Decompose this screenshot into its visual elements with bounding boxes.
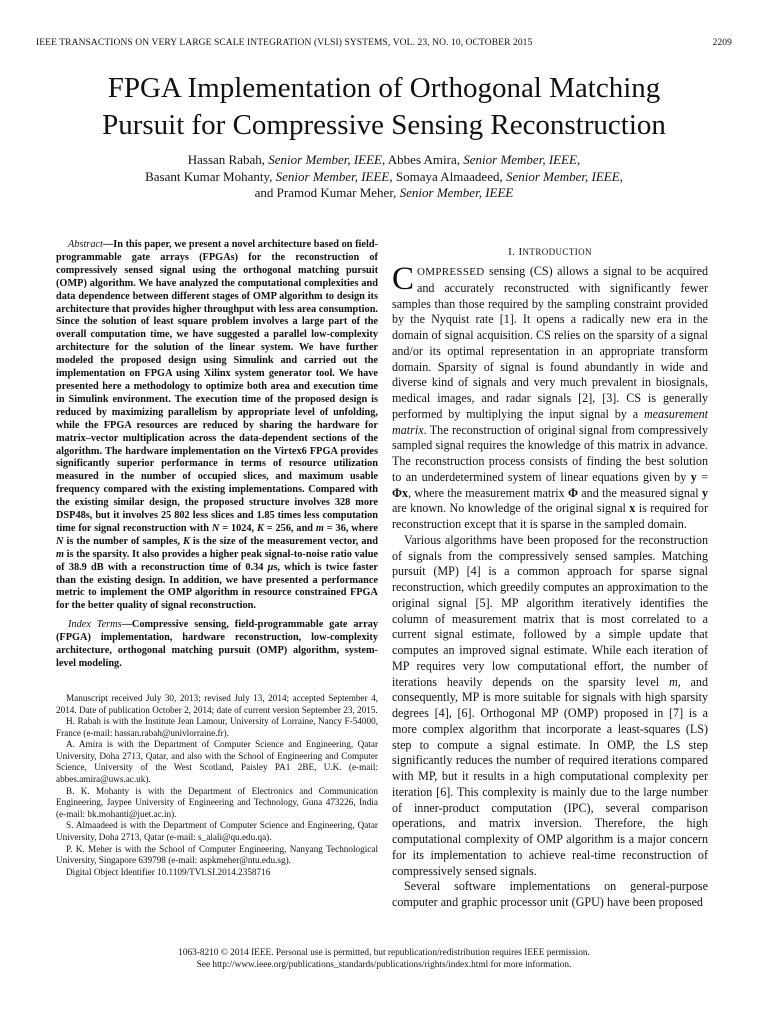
author-role: Senior Member, IEEE [505,168,620,184]
section-heading-introduction [392,246,708,258]
math-var: m [315,522,324,534]
abstract-text: is the sparsity. It also provides a higher peak signal-to-noise ratio value of 38.9 dB with a reconstruction time of 0.34 [56,548,378,573]
body-text: , and consequently, MP is more suitable for signals with high sparsity degrees [4], [6]. Orthogonal MP (OMP) proposed in [7] is a more complex algorithm that incorporate a least-squares (LS) step to compute a signal estimate. In OMP, the LS step significantly reduces the number of required iterations compared with MP, but it results in a high computational complexity per iteration [6]. This complexity is mainly due to the large number of inner-product computation (IPC), several comparison operations, and matrix inversion. Therefore, the high computational complexity of OMP algorithm is a major concern for its implementation to achieve real-time reconstruction of compressively sensed signals. [392,674,708,878]
index-terms-dash: — [121,619,132,631]
section-number: I. [508,246,519,258]
author-role: Senior Member, IEEE [268,152,382,167]
abstract-text: is the size of the measurement vector, and [189,535,378,547]
introduction-body [392,261,709,911]
abstract-text: In this paper, we present a novel architecture based on field-programmable gate arrays (FPGAs) for the reconstruction of compressively sensed signal using the orthogonal matching pursuit (OMP) algorithm. We have analyzed the computational complexities and data dependence between different stages of OMP algorithm to design its architecture that provides higher throughput with less area consumption. Since the solution of least square problem involves a large part of the overall computation time, we have suggested a parallel low-complexity architecture for the solution of the linear system. We have further modeled the proposed design using Simulink and carried out the implementation on FPGA using Xilinx system generator tool. We have presented here a methodology to optimize both area and execution time in Simulink environment. The execution time of the proposed design is reduced by maximizing parallelism by appropriate level of unfolding, while the FPGA resources are reduced by sharing the hardware for matrix–vector multiplication across the data-dependent sections of the algorithm. The hardware implementation on the Virtex6 FPGA provides significantly superior performance in terms of resource utilization measured in the number of occupied slices, and maximum usable frequency compared with the existing implementations. Compared with the existing similar design, the proposed structure involves 328 more DSP48s, but it involves 25 802 less slices and 1.85 times less computation time for signal reconstruction with [56,239,378,534]
math-var: Φ [392,485,403,500]
math-var: y [701,485,708,500]
author-line-3 [36,185,732,202]
abstract-text: s, which is twice faster than the existing design. In addition, we have presented a performance metric to implement the OMP algorithm in resource constrained FPGA for the better quality of signal reconstruction. [56,561,378,612]
math-var: K [182,535,190,547]
body-text: are known. No knowledge of the original signal [392,501,630,516]
abstract-label: Abstract [68,239,103,250]
math-var: x [402,485,409,500]
copyright-notice [36,948,732,971]
footnote-author: P. K. Meher is with the School of Computer Engineering, Nanyang Technological University, Singapore 639798 (e-mail: aspkmeher@ntu.edu.sg). [56,843,378,866]
math-var: Φ [567,485,578,500]
body-text: , where the measurement matrix [408,485,568,500]
math-var: x [629,501,636,516]
math-op: = [696,469,708,484]
paper-title [36,70,732,144]
lead-caps: OMPRESSED [417,266,485,278]
index-terms-label: Index Terms [68,619,122,631]
abstract-text: is the number of samples, [63,535,183,547]
emphasis-text: measurement matrix [392,406,708,437]
author-separator: , [619,168,623,184]
footnote-manuscript: Manuscript received July 30, 2013; revised July 13, 2014; accepted September 4, 2014. Date of publication October 2, 2014; date of current version September 23, 2015. [56,692,378,715]
running-header [36,38,732,48]
footnote-author: H. Rabah is with the Institute Jean Lamour, University of Lorraine, Nancy F-54000, France (e-mail: hassan.rabah@univlorraine.fr). [56,716,378,738]
math-var: K [257,522,264,534]
math-var: N [211,522,220,534]
footnote-author: B. K. Mohanty is with the Department of Electronics and Communication Engineering, Jaypee University of Engineering and Technology, Guna 473226, India (e-mail: bk.mohanti@juet.ac.in). [56,785,378,819]
math-var: m [56,548,65,560]
author-name: and Pramod Kumar Meher, [254,185,400,200]
copyright-line-1: 1063-8210 © 2014 IEEE. Personal use is permitted, but republication/redistribution requires IEEE permission. [178,948,590,958]
copyright-line-2: See http://www.ieee.org/publications_standards/publications/rights/index.html for more information. [196,959,572,970]
author-name: Hassan Rabah, [187,152,269,167]
section-title-rest: NTRODUCTION [522,247,592,257]
title-line-2: Pursuit for Compressive Sensing Reconstruction [102,109,666,141]
author-name: Basant Kumar Mohanty, [145,168,276,184]
title-line-1: FPGA Implementation of Orthogonal Matching [107,72,661,104]
left-column [56,239,378,878]
body-text: is required for reconstruction except that it is sparse in the sampled domain. [392,501,709,531]
right-column [392,246,708,911]
body-paragraph [392,533,708,880]
drop-cap: C [392,261,415,297]
author-list [36,152,732,202]
author-line-2 [36,169,732,186]
author-line-1 [36,152,732,169]
footnote-author: S. Almaadeed is with the Department of Computer Science and Engineering, Qatar University, Doha 2713, Qatar (e-mail: s_alali@qu.edu.qa). [56,820,378,843]
footnote-author: A. Amira is with the Department of Computer Science and Engineering, Qatar University, Doha 2713, Qatar, and also with the School of Engineering and Computer Science, University of the West Scotland, Paisley PA1 2BE, U.K. (e-mail: abbes.amira@uws.ac.uk). [56,739,378,785]
page-number: 2209 [712,38,732,48]
body-text: and the measured signal [577,485,702,500]
abstract-text: = 36, where [323,522,378,534]
body-text: Various algorithms have been proposed for the reconstruction of signals from the compressively sensed samples. Matching pursuit (MP) [4] is a common approach for sparse signal reconstruction, which greedily computes an approximation to the original signal [5]. MP algorithm iteratively identifies the column of measurement matrix that is most correlated to a current signal estimate, followed by a simple update that computes an improved signal estimate. While each iteration of MP requires very low computational effort, the number of iterations heavily depends on the sparsity level [392,532,708,689]
index-terms-text: Compressive sensing, field-programmable gate array (FPGA) implementation, hardware reconstruction, low-complexity architecture, orthogonal matching pursuit (OMP) algorithm, system-level modeling. [56,619,378,669]
body-text: . The reconstruction of original signal from compressively sampled signal requires the knowledge of this matrix in advance. The reconstruction process consists of finding the best solution to an underdetermined system of linear equations given by [392,422,708,484]
abstract-text: = 256, and [263,522,316,534]
author-role: Senior Member, IEEE [399,185,514,200]
index-terms [56,619,378,671]
author-name: , Somaya Almaadeed, [389,168,506,184]
footnotes [56,693,378,879]
author-role: Senior Member, IEEE [275,168,390,184]
math-var: μ [267,561,274,573]
author-name: , Abbes Amira, [382,152,464,167]
author-separator: , [576,152,581,167]
math-var: N [56,535,64,547]
body-paragraph: Several software implementations on general-purpose computer and graphic processor unit (GPU) have been proposed [392,879,708,909]
body-text: sensing (CS) allows a signal to be acquired and accurately reconstructed with significantly fewer samples than those required by the sampling constraint provided by the Nyquist rate [1]. It opens a radically new era in the domain of signal acquisition. CS relies on the sparsity of a signal and/or its optimal representation in an appropriate transform domain. Sparsity of signal is found abundantly in wide and diverse kind of signals and very much prevalent in biosignals, medical images, and radar signals [2], [3]. CS is generally performed by multiplying the input signal by a [392,264,708,421]
journal-line: IEEE TRANSACTIONS ON VERY LARGE SCALE INTEGRATION (VLSI) SYSTEMS, VOL. 23, NO. 10, OCTOBER 2015 [36,38,533,48]
abstract-text: = 1024, [219,522,258,534]
section-title-initial: I [518,246,523,258]
footnote-doi: Digital Object Identifier 10.1109/TVLSI.2014.2358716 [66,866,271,877]
abstract-dash: — [102,239,114,250]
math-var: m [668,674,678,689]
body-paragraph [392,261,709,533]
math-var: y [690,469,697,484]
author-role: Senior Member, IEEE [463,152,577,167]
abstract [56,239,378,613]
